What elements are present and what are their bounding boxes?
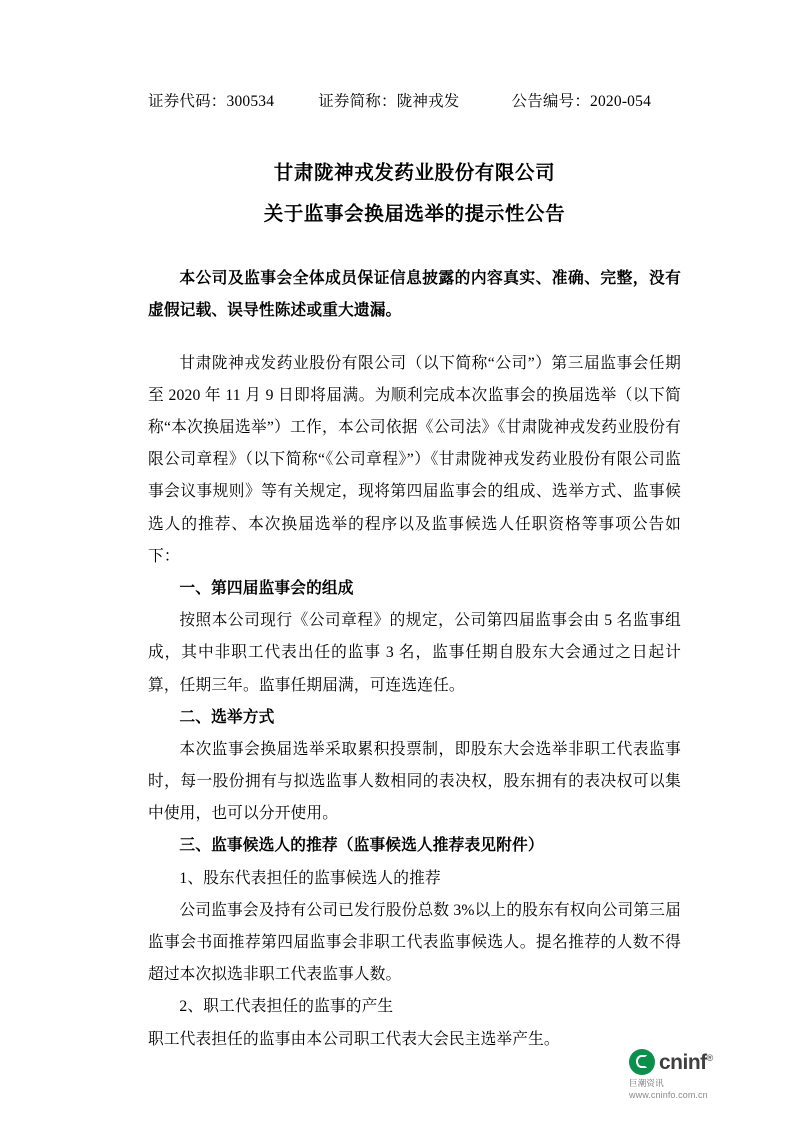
logo-url: www.cninfo.com.cn — [629, 1090, 708, 1100]
page-subtitle: 关于监事会换届选举的提示性公告 — [263, 204, 566, 226]
section-3-item-2: 2、职工代表担任的监事的产生 — [179, 998, 394, 1016]
logo-subtitle-cn: 巨潮资讯 — [629, 1078, 664, 1088]
trademark-symbol: ® — [706, 1052, 713, 1063]
section-2-heading: 二、选举方式 — [179, 708, 275, 726]
logo-wordmark: cninf® — [659, 1050, 713, 1074]
section-1-heading: 一、第四届监事会的组成 — [179, 579, 354, 597]
document-header-line — [148, 90, 681, 115]
section-3-item-1-body: 公司监事会及持有公司已发行股份总数 3%以上的股东有权向公司第三届监事会书面推荐第四届监事会非职工代表监事候选人。提名推荐的人数不得超过本次拟选非职工代表监事人数。 — [148, 901, 681, 984]
security-code: 证券代码：300534 — [148, 93, 275, 110]
disclosure-statement: 本公司及监事会全体成员保证信息披露的内容真实、准确、完整，没有虚假记载、误导性陈述或重大遗漏。 — [148, 270, 681, 320]
announcement-number: 公告编号：2020-054 — [511, 93, 652, 110]
page-title: 甘肃陇神戎发药业股份有限公司 — [273, 162, 556, 184]
section-2-body: 本次监事会换届选举采取累积投票制，即股东大会选举非职工代表监事时，每一股份拥有与拟选监事人数相同的表决权，股东拥有的表决权可以集中使用，也可以分开使用。 — [148, 740, 681, 823]
logo-row — [629, 1049, 757, 1075]
section-3-item-2-body: 职工代表担任的监事由本公司职工代表大会民主选举产生。 — [148, 1030, 560, 1048]
intro-paragraph: 甘肃陇神戎发药业股份有限公司（以下简称“公司”）第三届监事会任期至 2020 年 11 月 9 日即将届满。为顺利完成本次监事会的换届选举（以下简称“本次换届选举”）工作，本公司依据《公司法》《甘肃陇神戎发药业股份有限公司章程》（以下简称“《公司章程》”）《甘肃陇神戎发药业股份有限公司监事会议事规则》等有关规定，现将第四届监事会的组成、选举方式、监事候选人的推荐、本次换届选举的程序以及监事候选人任职资格等事项公告如下： — [148, 354, 681, 565]
cninfo-logo — [629, 1049, 757, 1100]
section-1-body: 按照本公司现行《公司章程》的规定，公司第四届监事会由 5 名监事组成，其中非职工代表出任的监事 3 名，监事任期自股东大会通过之日起计算，任期三年。监事任期届满，可连选连任。 — [148, 612, 681, 694]
section-3-heading: 三、监事候选人的推荐（监事候选人推荐表见附件） — [179, 837, 544, 855]
security-abbreviation: 证券简称：陇神戎发 — [318, 93, 460, 110]
section-3-item-1: 1、股东代表担任的监事候选人的推荐 — [179, 869, 441, 887]
cninfo-mark-icon — [629, 1049, 655, 1075]
